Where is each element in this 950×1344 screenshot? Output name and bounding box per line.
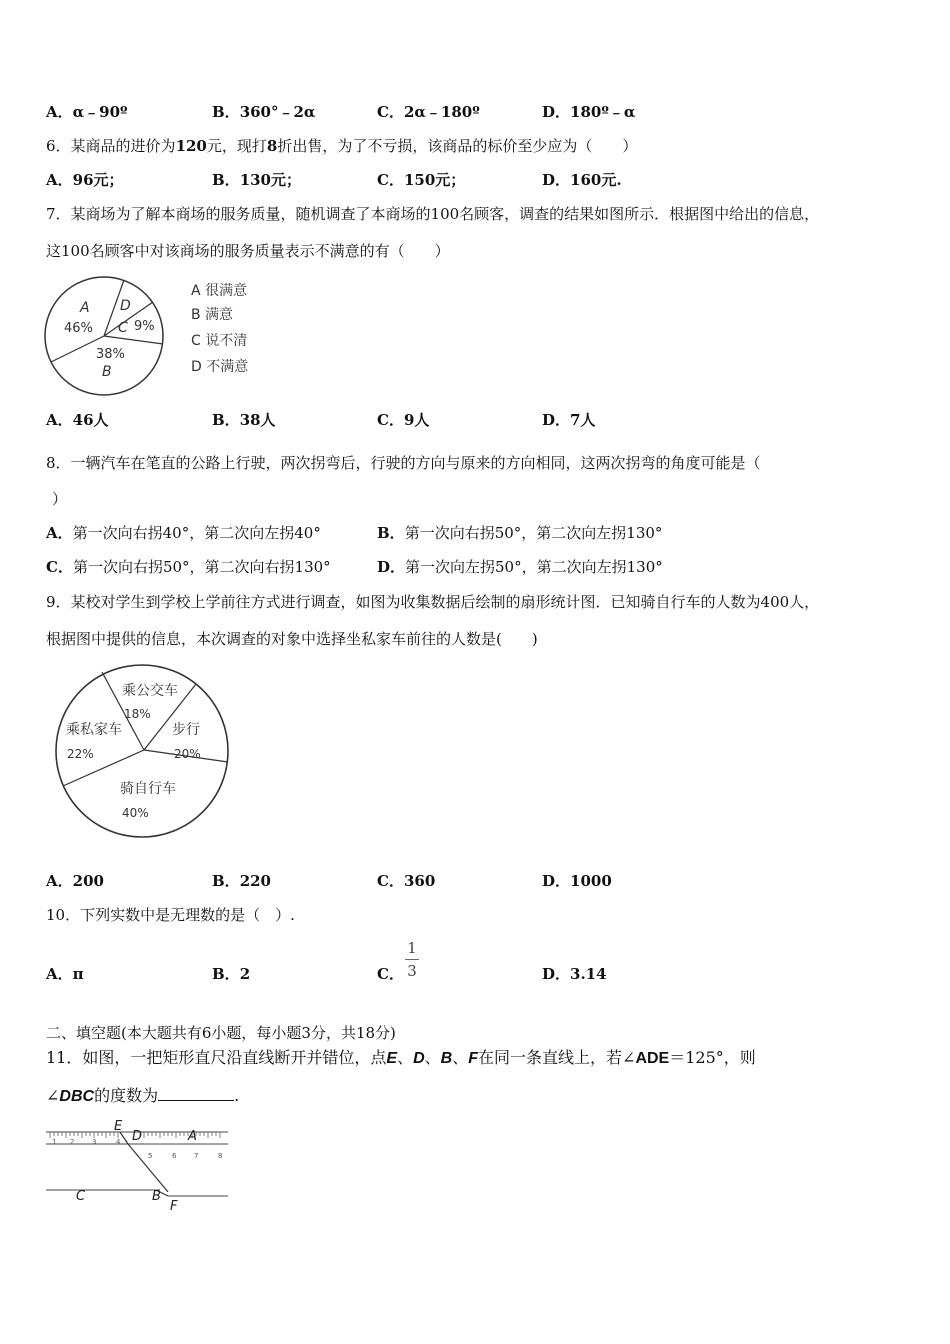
q7-pie-label-b: B [102, 364, 112, 380]
q7-option-d[interactable]: D．7人 [542, 411, 596, 429]
q9-pie-pct-walk: 20% [174, 747, 201, 761]
q5-option-b[interactable]: B．360°﹣2α [212, 103, 316, 121]
q8-option-a[interactable]: A．第一次向右拐40°，第二次向左拐40° [46, 524, 321, 542]
q8-option-c[interactable]: C．第一次向右拐50°，第二次向右拐130° [46, 558, 331, 576]
ruler-num: 1 [52, 1138, 57, 1146]
q7-pie-pct-a: 46% [64, 321, 93, 336]
q9-pie-pct-car: 22% [67, 747, 94, 761]
ruler-num: 5 [148, 1152, 153, 1160]
q8-stem-line2: ） [52, 490, 68, 508]
q7-pie-pct-b: 38% [96, 347, 125, 362]
ruler-num: 2 [70, 1138, 75, 1146]
ruler-num: 6 [172, 1152, 177, 1160]
q8-option-d[interactable]: D．第一次向左拐50°，第二次向左拐130° [377, 558, 663, 576]
q6-option-a[interactable]: A．96元； [46, 171, 124, 189]
q10-stem: 10．下列实数中是无理数的是（ ）. [46, 906, 295, 924]
point-label-e: E [114, 1119, 123, 1134]
q7-pie-chart [40, 272, 170, 398]
q7-pie-label-d: D [120, 298, 131, 314]
q6-option-c[interactable]: C．150元； [377, 171, 466, 189]
q7-stem-line2: 这100名顾客中对该商场的服务质量表示不满意的有（ ） [46, 242, 450, 260]
q7-legend-d: D 不满意 [191, 359, 249, 375]
q7-legend-b: B 满意 [191, 307, 234, 323]
ruler-num: 4 [116, 1138, 121, 1146]
q7-option-a[interactable]: A．46人 [46, 411, 109, 429]
q7-stem-line1: 7．某商场为了解本商场的服务质量，随机调查了本商场的100名顾客，调查的结果如图所示．根据图中给出的信息， [46, 205, 820, 223]
q8-stem-line1: 8．一辆汽车在笔直的公路上行驶，两次拐弯后，行驶的方向与原来的方向相同，这两次拐弯的角度可能是（ [46, 454, 761, 472]
fraction-bar [405, 959, 419, 960]
answer-blank[interactable] [158, 1086, 234, 1101]
q9-pie-chart [50, 662, 234, 842]
q7-pie-label-c: C [118, 320, 128, 336]
point-label-b: B [152, 1189, 161, 1204]
q9-pie-label-bus: 乘公交车 [122, 683, 178, 699]
q7-legend-c: C 说不清 [191, 333, 248, 349]
ruler-num: 3 [92, 1138, 97, 1146]
q9-pie-label-bike: 骑自行车 [120, 781, 176, 797]
q9-pie-pct-bus: 18% [124, 707, 151, 721]
q9-stem-line1: 9．某校对学生到学校上学前往方式进行调查，如图为收集数据后绘制的扇形统计图．已知骑自行车的人数为400人， [46, 593, 820, 611]
q9-stem-line2: 根据图中提供的信息，本次调查的对象中选择坐私家车前往的人数是( ) [46, 630, 538, 648]
q11-stem-line2: ∠DBC的度数为 . [46, 1086, 240, 1105]
ruler-num: 7 [194, 1152, 199, 1160]
q9-option-b[interactable]: B．220 [212, 872, 271, 890]
q5-option-c[interactable]: C．2α﹣180º [377, 103, 480, 121]
q10-option-b[interactable]: B．2 [212, 965, 251, 983]
q7-pie-label-a: A [80, 300, 90, 316]
q5-option-a[interactable]: A．α﹣90º [46, 103, 128, 121]
q6-stem: 6．某商品的进价为120元，现打8折出售，为了不亏损，该商品的标价至少应为（ ） [46, 137, 638, 155]
q6-option-d[interactable]: D．160元. [542, 171, 622, 189]
q9-option-d[interactable]: D．1000 [542, 872, 612, 890]
q11-ruler-figure [44, 1118, 232, 1214]
point-label-d: D [132, 1129, 143, 1144]
point-label-a: A [188, 1129, 197, 1144]
q10-option-d[interactable]: D．3.14 [542, 965, 607, 983]
q5-option-d[interactable]: D．180º﹣α [542, 103, 636, 121]
q7-option-b[interactable]: B．38人 [212, 411, 276, 429]
fraction-numerator: 1 [407, 939, 417, 957]
q11-stem-line1: 11．如图，一把矩形直尺沿直线断开并错位，点E、D、B、F在同一条直线上，若∠ADE＝125°，则 [46, 1048, 756, 1067]
q8-option-b[interactable]: B．第一次向右拐50°，第二次向左拐130° [377, 524, 663, 542]
section-2-title: 二、填空题(本大题共有6小题，每小题3分，共18分) [46, 1024, 396, 1042]
ruler-num: 8 [218, 1152, 223, 1160]
point-label-c: C [76, 1189, 86, 1204]
q6-option-b[interactable]: B．130元； [212, 171, 301, 189]
q7-pie-divider [104, 336, 163, 344]
point-label-f: F [170, 1199, 178, 1214]
q9-option-a[interactable]: A．200 [46, 872, 104, 890]
q10-option-a[interactable]: A．π [46, 965, 84, 983]
q7-pie-pct-c: 9% [134, 319, 155, 334]
q7-option-c[interactable]: C．9人 [377, 411, 430, 429]
q7-legend-a: A 很满意 [191, 283, 248, 299]
q10-option-c[interactable]: C． [377, 965, 404, 983]
fraction-denominator: 3 [407, 962, 417, 980]
q10-option-c-fraction [405, 938, 419, 981]
q9-pie-label-car: 乘私家车 [66, 722, 122, 738]
q9-pie-label-walk: 步行 [172, 722, 200, 738]
q9-option-c[interactable]: C．360 [377, 872, 436, 890]
q9-pie-pct-bike: 40% [122, 806, 149, 820]
